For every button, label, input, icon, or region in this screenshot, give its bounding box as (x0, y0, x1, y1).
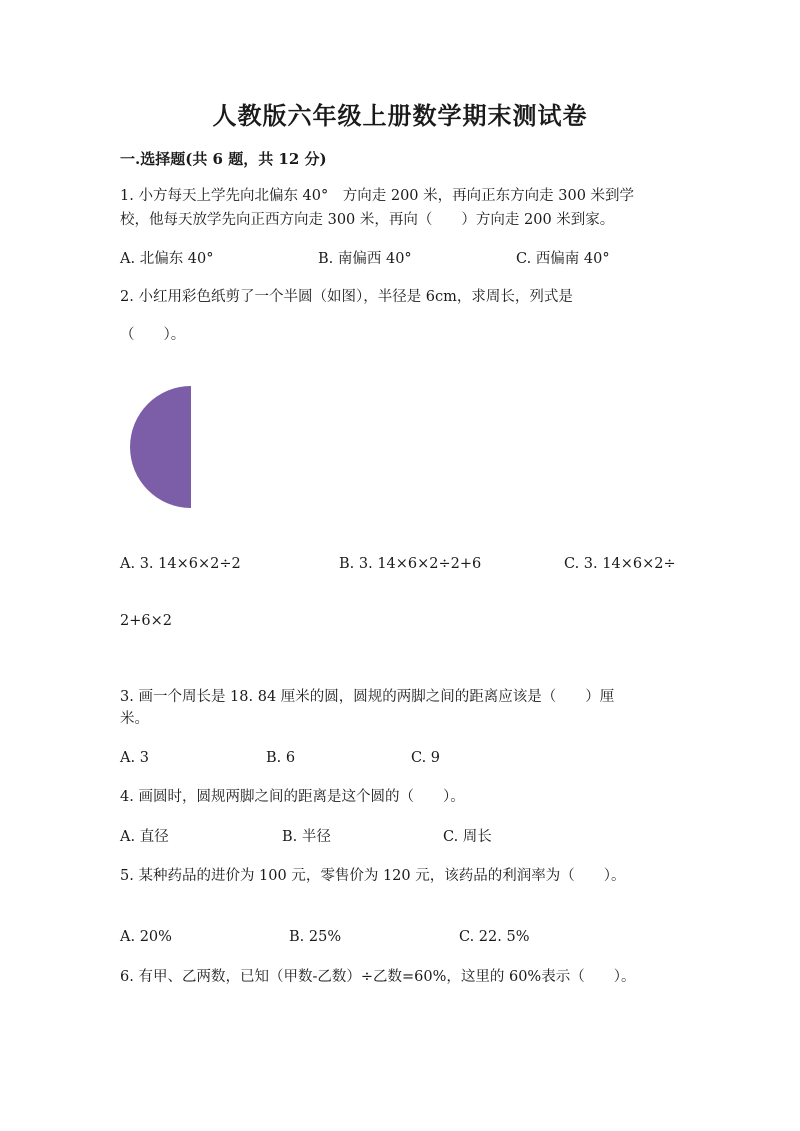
question-3-option-a: A. 3 (120, 750, 149, 766)
question-3-option-c: C. 9 (411, 750, 441, 766)
section-heading: 一.选择题(共 6 题，共 12 分) (120, 150, 327, 168)
page-title: 人教版六年级上册数学期末测试卷 (212, 101, 588, 130)
semicircle-figure (130, 386, 192, 508)
question-1-option-b: B. 南偏西 40° (318, 251, 412, 267)
question-3-line-1: 3. 画一个周长是 18. 84 厘米的圆，圆规的两脚之间的距离应该是（ ）厘 (120, 689, 615, 705)
question-5-option-c: C. 22. 5% (459, 929, 530, 945)
question-1-option-a: A. 北偏东 40° (120, 251, 214, 267)
question-3-line-2: 米。 (120, 711, 149, 727)
question-1-line-1: 1. 小方每天上学先向北偏东 40° 方向走 200 米，再向正东方向走 300 米到学 (120, 188, 635, 204)
question-2-line-1: 2. 小红用彩色纸剪了一个半圆（如图），半径是 6cm，求周长，列式是 (120, 289, 573, 305)
semicircle-shape (130, 386, 191, 508)
question-3-option-b: B. 6 (266, 750, 296, 766)
question-4-option-a: A. 直径 (120, 829, 169, 845)
question-5-option-a: A. 20% (120, 929, 172, 945)
question-2-option-a: A. 3. 14×6×2÷2 (120, 556, 241, 572)
question-5-line-1: 5. 某种药品的进价为 100 元，零售价为 120 元，该药品的利润率为（ ）。 (120, 868, 626, 884)
question-4-option-b: B. 半径 (282, 829, 331, 845)
question-6-line-1: 6. 有甲、乙两数，已知（甲数-乙数）÷乙数=60%，这里的 60%表示（ ）。 (120, 969, 636, 985)
question-5-option-b: B. 25% (289, 929, 342, 945)
question-1-option-c: C. 西偏南 40° (516, 251, 610, 267)
question-2-line-2: （ ）。 (120, 327, 186, 343)
question-4-option-c: C. 周长 (443, 829, 492, 845)
question-4-line-1: 4. 画圆时，圆规两脚之间的距离是这个圆的（ ）。 (120, 789, 465, 805)
question-2-option-c-continued: 2+6×2 (120, 613, 172, 629)
question-2-option-c: C. 3. 14×6×2÷ (564, 556, 676, 572)
question-1-line-2: 校，他每天放学先向正西方向走 300 米，再向（ ）方向走 200 米到家。 (120, 212, 615, 228)
question-2-option-b: B. 3. 14×6×2÷2+6 (339, 556, 482, 572)
